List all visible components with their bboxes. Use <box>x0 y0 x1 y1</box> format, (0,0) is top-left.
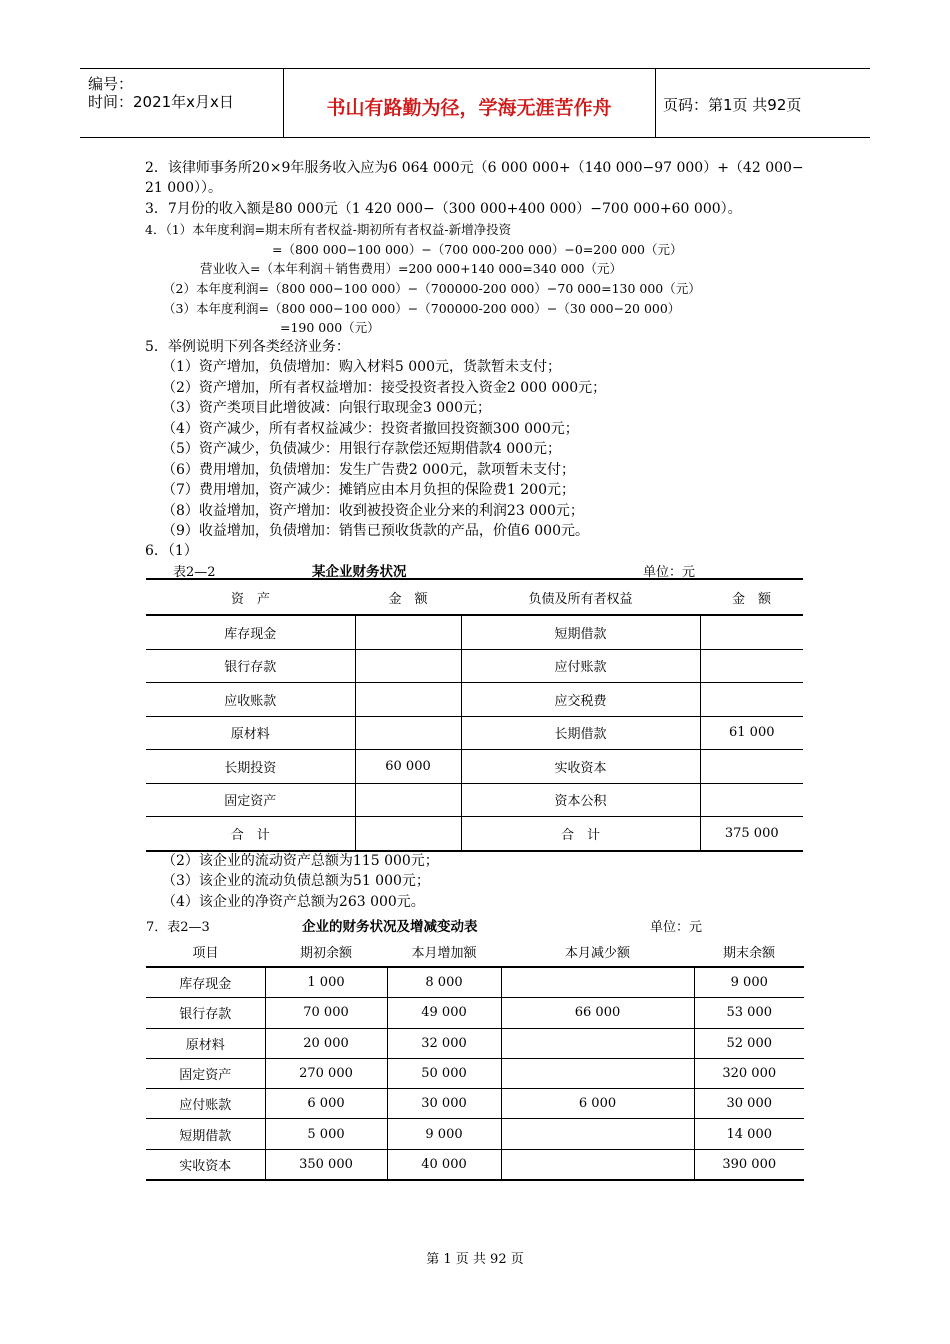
list-item: （4）资产减少，所有者权益减少：投资者撤回投资额300 000元； <box>162 421 579 437</box>
table-cell: 应交税费 <box>461 683 700 717</box>
list-item: （5）资产减少，负债减少：用银行存款偿还短期借款4 000元； <box>162 441 561 457</box>
list-item: （2）该企业的流动资产总额为115 000元； <box>162 853 439 869</box>
table-cell: 长期投资 <box>146 750 355 784</box>
column-header: 金 额 <box>355 579 461 615</box>
table-cell <box>355 615 461 649</box>
table-cell: 5 000 <box>265 1119 387 1149</box>
document-number: 编号： <box>88 75 134 93</box>
column-header: 本月减少额 <box>501 936 694 967</box>
table1-unit: 单位：元 <box>643 565 696 580</box>
table-cell: 短期借款 <box>461 615 700 649</box>
table-cell: 实收资本 <box>146 1149 265 1180</box>
paragraph-2-line2: 21 000））。 <box>145 180 222 196</box>
table-cell: 银行存款 <box>146 998 265 1028</box>
column-header: 负债及所有者权益 <box>461 579 700 615</box>
page-header <box>80 68 870 138</box>
table-cell <box>355 783 461 817</box>
column-header: 资 产 <box>146 579 355 615</box>
table-cell: 6 000 <box>501 1089 694 1119</box>
table-row <box>146 683 803 717</box>
table1-title: 某企业财务状况 <box>312 564 407 580</box>
table-cell: 原材料 <box>146 716 355 750</box>
table-cell: 320 000 <box>694 1058 804 1088</box>
table-header-row <box>146 579 803 615</box>
table-cell: 应收账款 <box>146 683 355 717</box>
table2-label: 7．表2—3 <box>146 920 210 935</box>
table-cell: 66 000 <box>501 998 694 1028</box>
table-cell <box>700 615 803 649</box>
table-cell: 60 000 <box>355 750 461 784</box>
table-cell: 9 000 <box>694 967 804 998</box>
list-item: （2）资产增加，所有者权益增加：接受投资者投入资金2 000 000元； <box>162 380 607 396</box>
table2-title: 企业的财务状况及增减变动表 <box>302 919 478 935</box>
list-item: （3）资产类项目此增彼减：向银行取现金3 000元； <box>162 400 491 416</box>
paragraph-4-line6: =190 000（元） <box>280 320 380 335</box>
table-cell <box>700 649 803 683</box>
table-row <box>146 1028 804 1058</box>
table-cell <box>501 967 694 998</box>
table-cell: 长期借款 <box>461 716 700 750</box>
header-meta-cell <box>80 69 284 137</box>
table-cell <box>501 1058 694 1088</box>
table-cell <box>355 716 461 750</box>
document-time: 时间：2021年x月x日 <box>88 93 234 111</box>
table-row <box>146 1089 804 1119</box>
paragraph-4-line4: （2）本年度利润=（800 000−100 000）−（700000-200 000）−70 000=130 000（元） <box>163 281 701 296</box>
table-cell: 14 000 <box>694 1119 804 1149</box>
table-cell: 40 000 <box>387 1149 501 1180</box>
paragraph-4-line5: （3）本年度利润=（800 000−100 000）−（700000-200 000）−（30 000−20 000） <box>163 301 681 316</box>
table-cell: 固定资产 <box>146 1058 265 1088</box>
table-cell: 49 000 <box>387 998 501 1028</box>
table-cell <box>355 817 461 851</box>
table-cell: 70 000 <box>265 998 387 1028</box>
table-cell: 53 000 <box>694 998 804 1028</box>
paragraph-4-line1: 4．（1）本年度利润=期末所有者权益-期初所有者权益-新增净投资 <box>145 222 512 237</box>
paragraph-5: 5．举例说明下列各类经济业务： <box>145 339 350 355</box>
table-total-row <box>146 817 803 851</box>
table-cell: 350 000 <box>265 1149 387 1180</box>
table-cell: 9 000 <box>387 1119 501 1149</box>
table-cell <box>355 649 461 683</box>
table-header-row <box>146 936 804 967</box>
table-cell <box>501 1028 694 1058</box>
table2-unit: 单位：元 <box>650 920 703 935</box>
table-row <box>146 1058 804 1088</box>
table-cell <box>501 1119 694 1149</box>
table-row <box>146 750 803 784</box>
page-number: 页码：第1页 共92页 <box>663 96 802 114</box>
page-footer: 第 1 页 共 92 页 <box>426 1252 524 1267</box>
table-row <box>146 1149 804 1180</box>
table-cell: 合 计 <box>461 817 700 851</box>
table-cell: 合 计 <box>146 817 355 851</box>
table-cell: 库存现金 <box>146 615 355 649</box>
table-cell: 应付账款 <box>146 1089 265 1119</box>
paragraph-4-line2: =（800 000−100 000）−（700 000-200 000）−0=200 000（元） <box>272 242 683 257</box>
table-cell: 原材料 <box>146 1028 265 1058</box>
list-item: （9）收益增加，负债增加：销售已预收货款的产品，价值6 000元。 <box>162 523 589 539</box>
table-row <box>146 998 804 1028</box>
header-motto-cell <box>283 69 656 137</box>
list-item: （1）资产增加，负债增加：购入材料5 000元，货款暂未支付； <box>162 359 561 375</box>
table-cell: 库存现金 <box>179 977 232 993</box>
table-cell: 20 000 <box>265 1028 387 1058</box>
column-header: 项目 <box>146 936 265 967</box>
list-item: （8）收益增加，资产增加：收到被投资企业分来的利润23 000元； <box>162 503 584 519</box>
column-header: 本月增加额 <box>387 936 501 967</box>
table-cell <box>700 783 803 817</box>
table1-label: 表2—2 <box>173 565 216 580</box>
table-cell: 6 000 <box>265 1089 387 1119</box>
table-row <box>146 783 803 817</box>
table-cell: 270 000 <box>265 1058 387 1088</box>
table-cell: 50 000 <box>387 1058 501 1088</box>
table-cell: 375 000 <box>700 817 803 851</box>
table-cell: 应付账款 <box>461 649 700 683</box>
table-cell <box>355 683 461 717</box>
paragraph-4-line3: 营业收入=（本年利润＋销售费用）=200 000+140 000=340 000（元） <box>200 261 622 276</box>
motto: 书山有路勤为径，学海无涯苦作舟 <box>326 97 612 119</box>
column-header: 期初余额 <box>265 936 387 967</box>
table-row <box>146 967 804 998</box>
table-cell <box>501 1149 694 1180</box>
list-item: （4）该企业的净资产总额为263 000元。 <box>162 894 425 910</box>
paragraph-2-line1: 2．该律师事务所20×9年服务收入应为6 064 000元（6 000 000+（140 000−97 000）+（42 000− <box>145 160 804 176</box>
list-item: （3）该企业的流动负债总额为51 000元； <box>162 873 430 889</box>
table-cell: 固定资产 <box>146 783 355 817</box>
table-row <box>146 615 803 649</box>
column-header: 期末余额 <box>694 936 804 967</box>
table-cell: 30 000 <box>694 1089 804 1119</box>
financial-changes-table <box>146 936 804 1181</box>
table-cell: 1 000 <box>265 967 387 998</box>
paragraph-6: 6．（1） <box>145 543 198 559</box>
list-item: （6）费用增加，负债增加：发生广告费2 000元，款项暂未支付； <box>162 462 575 478</box>
table-cell: 短期借款 <box>146 1119 265 1149</box>
table-cell: 银行存款 <box>146 649 355 683</box>
header-page-cell <box>655 69 870 137</box>
financial-position-table <box>146 578 803 852</box>
table-cell <box>700 683 803 717</box>
table-cell: 实收资本 <box>461 750 700 784</box>
table-cell <box>700 750 803 784</box>
table-row <box>146 1119 804 1149</box>
table-row <box>146 649 803 683</box>
paragraph-3: 3．7月份的收入额是80 000元（1 420 000−（300 000+400 000）−700 000+60 000）。 <box>145 201 742 217</box>
list-item: （7）费用增加，资产减少：摊销应由本月负担的保险费1 200元； <box>162 482 575 498</box>
table-cell: 390 000 <box>694 1149 804 1180</box>
table-cell: 52 000 <box>694 1028 804 1058</box>
table-cell: 30 000 <box>387 1089 501 1119</box>
column-header: 金 额 <box>700 579 803 615</box>
table-cell: 32 000 <box>387 1028 501 1058</box>
table-cell: 61 000 <box>700 716 803 750</box>
table-row <box>146 716 803 750</box>
table-cell: 8 000 <box>387 967 501 998</box>
table-cell: 资本公积 <box>461 783 700 817</box>
